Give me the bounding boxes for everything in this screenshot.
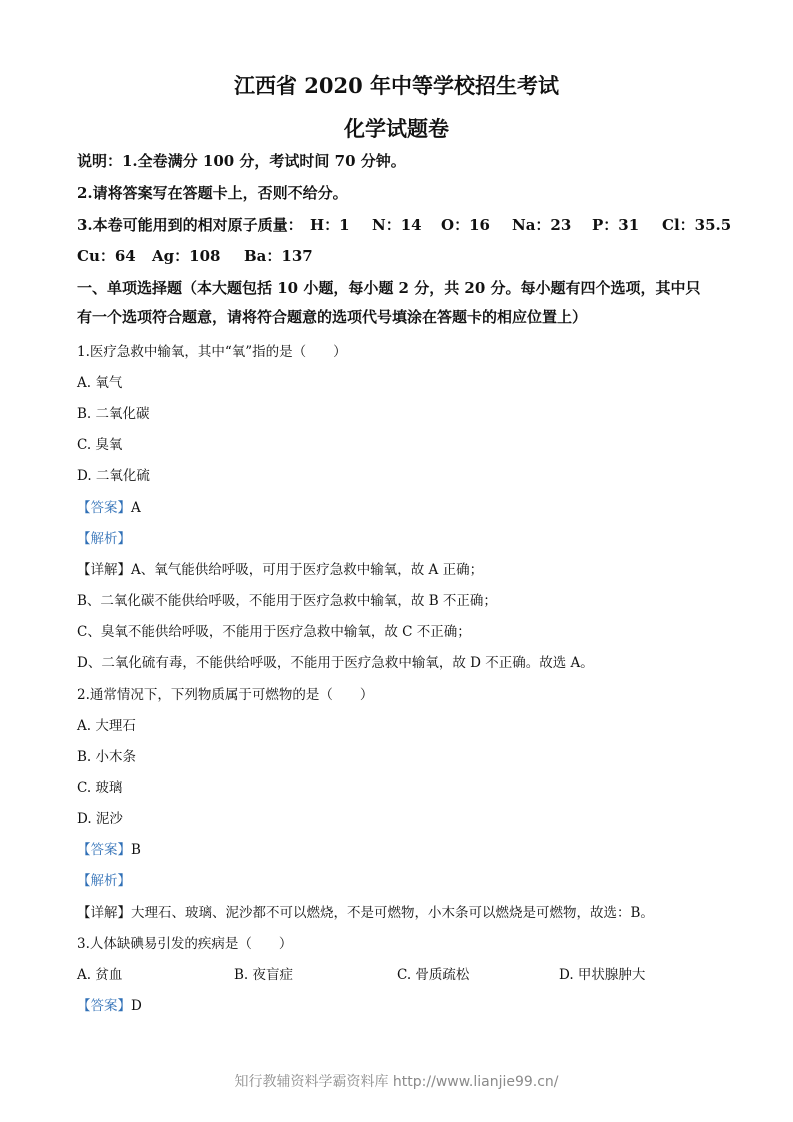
question-1-option-b: B. 二氧化碳 <box>77 406 150 422</box>
atomic-mass-cl: Cl：35.5 <box>662 216 732 234</box>
question-3-answer <box>77 994 142 1014</box>
question-3-option-c: C. 骨质疏松 <box>397 967 470 983</box>
exam-subtitle: 化学试题卷 <box>344 116 449 141</box>
question-1-detail-line-2: B、二氧化碳不能供给呼吸，不能用于医疗急救中输氧，故 B 不正确； <box>77 593 497 609</box>
question-1-option-c: C. 臭氧 <box>77 437 123 453</box>
question-2-stem: 2.通常情况下，下列物质属于可燃物的是（ ） <box>77 687 374 703</box>
question-2-option-b: B. 小木条 <box>77 749 137 765</box>
answer-value: D <box>131 998 142 1014</box>
question-3-option-b: B. 夜盲症 <box>234 967 294 983</box>
answer-tag: 【答案】 <box>77 998 131 1014</box>
question-3-option-d: D. 甲状腺肿大 <box>559 967 646 983</box>
atomic-mass-ba: Ba：137 <box>244 247 313 265</box>
question-2-option-a: A. 大理石 <box>77 718 136 734</box>
question-1-option-d: D. 二氧化硫 <box>77 468 150 484</box>
atomic-mass-na: Na：23 <box>512 216 572 234</box>
instruction-line-2: 2.请将答案写在答题卡上，否则不给分。 <box>77 184 348 202</box>
atomic-mass-o: O：16 <box>441 216 490 234</box>
atomic-mass-h: H：1 <box>310 216 350 234</box>
atomic-mass-p: P：31 <box>592 216 640 234</box>
atomic-mass-ag: Ag：108 <box>152 247 221 265</box>
question-2-option-c: C. 玻璃 <box>77 780 123 796</box>
question-2-detail-line-1: 【详解】大理石、玻璃、泥沙都不可以燃烧，不是可燃物，小木条可以燃烧是可燃物，故选：B。 <box>77 905 654 921</box>
question-3-option-a: A. 贫血 <box>77 967 123 983</box>
atomic-mass-n: N：14 <box>372 216 422 234</box>
question-1-stem: 1.医疗急救中输氧，其中“氧”指的是（ ） <box>77 344 347 360</box>
question-1-answer <box>77 496 141 516</box>
question-1-detail-line-4: D、二氧化硫有毒，不能供给呼吸，不能用于医疗急救中输氧，故 D 不正确。故选 A。 <box>77 655 594 671</box>
answer-value: A <box>131 500 141 516</box>
exam-title: 江西省 2020 年中等学校招生考试 <box>233 73 560 98</box>
instruction-line-3: 3.本卷可能用到的相对原子质量： <box>77 216 303 234</box>
atomic-mass-cu: Cu：64 <box>77 247 136 265</box>
answer-tag: 【答案】 <box>77 842 131 858</box>
question-2-answer <box>77 838 141 858</box>
instruction-line-1: 说明：1.全卷满分 100 分，考试时间 70 分钟。 <box>77 152 406 170</box>
answer-value: B <box>131 842 141 858</box>
question-1-option-a: A. 氧气 <box>77 375 123 391</box>
footer-watermark-link[interactable]: 知行教辅资料学霸资料库 http://www.lianjie99.cn/ <box>234 1074 559 1090</box>
answer-tag: 【答案】 <box>77 500 131 516</box>
question-1-analysis-tag: 【解析】 <box>77 531 131 547</box>
question-2-analysis-tag: 【解析】 <box>77 873 131 889</box>
section-heading-line-2: 有一个选项符合题意，请将符合题意的选项代号填涂在答题卡的相应位置上） <box>77 308 588 326</box>
section-heading-line-1: 一、单项选择题（本大题包括 10 小题，每小题 2 分，共 20 分。每小题有四个选项，其中只 <box>77 279 701 297</box>
question-1-detail-line-1: 【详解】A、氧气能供给呼吸，可用于医疗急救中输氧，故 A 正确； <box>77 562 484 578</box>
question-3-stem: 3.人体缺碘易引发的疾病是（ ） <box>77 936 293 952</box>
question-1-detail-line-3: C、臭氧不能供给呼吸，不能用于医疗急救中输氧，故 C 不正确； <box>77 624 471 640</box>
question-2-option-d: D. 泥沙 <box>77 811 123 827</box>
